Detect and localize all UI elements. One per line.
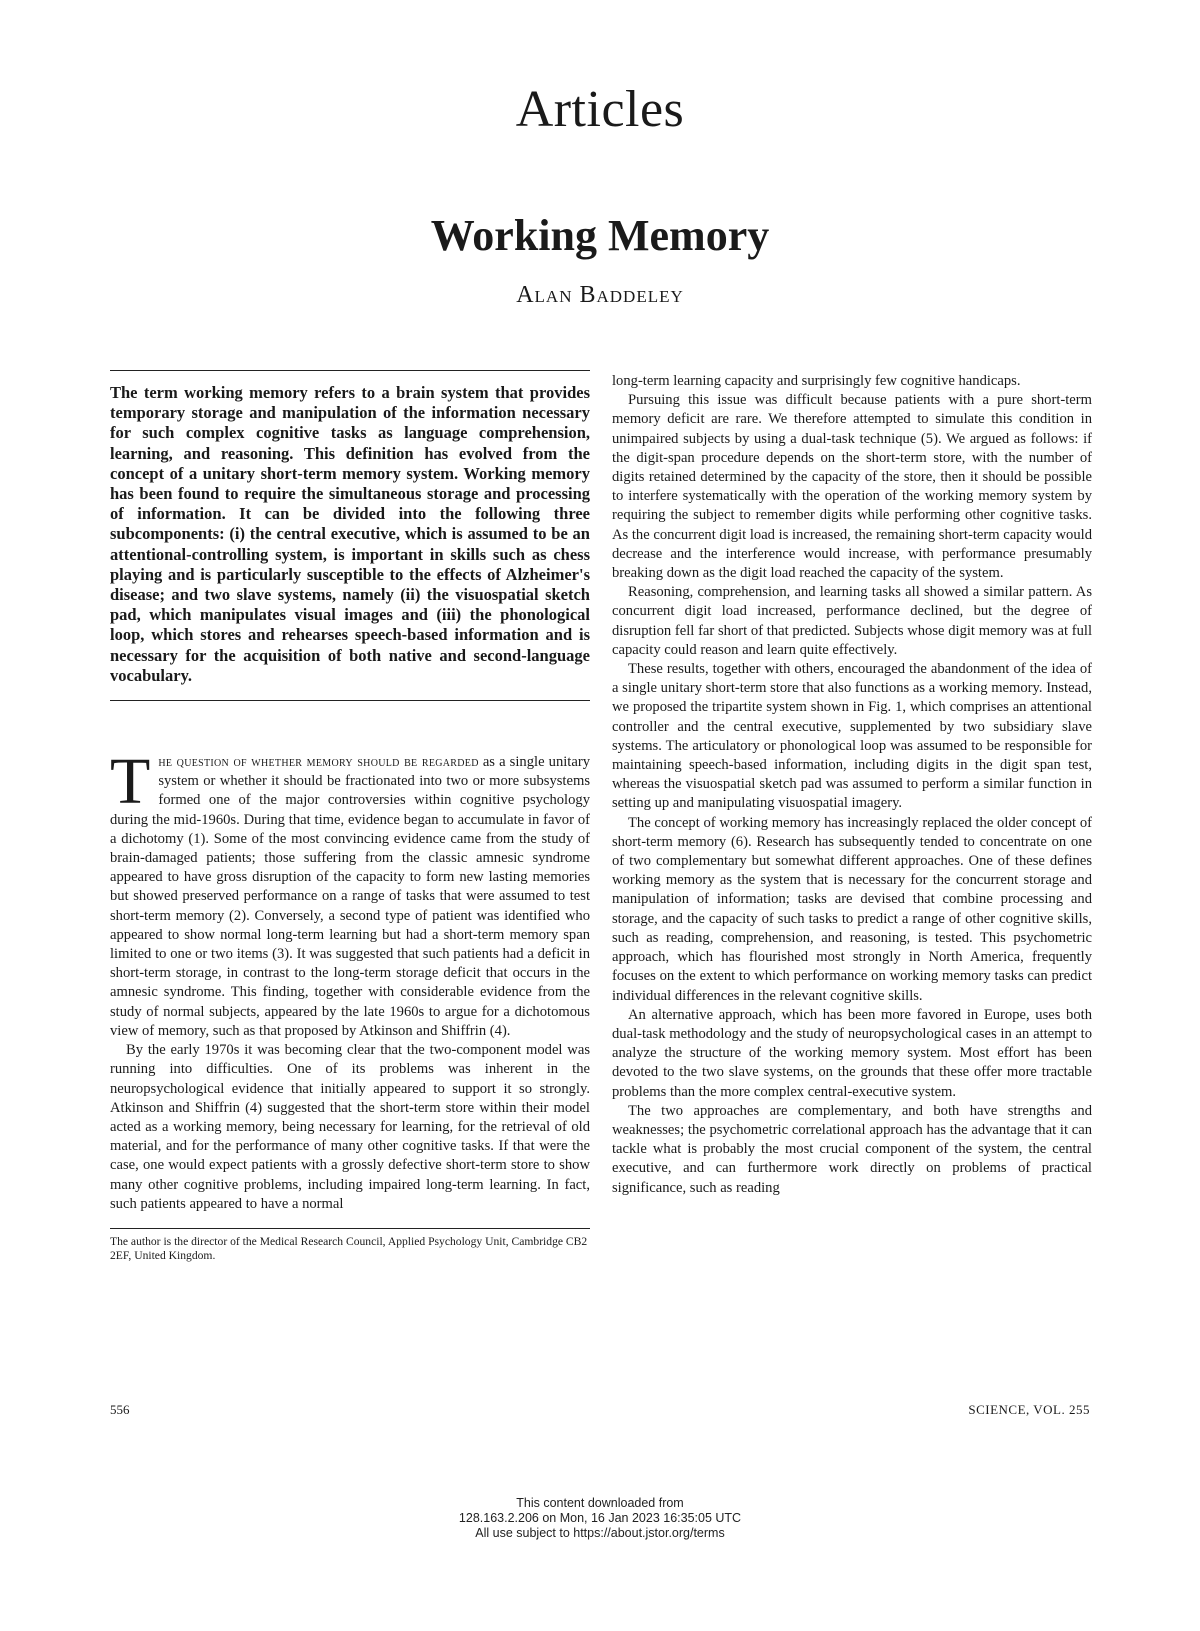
footnote-divider [110, 1228, 590, 1229]
abstract-text: The term working memory refers to a brain system that provides temporary storage and manipulation of the information necessary for such complex cognitive tasks as language comprehension, learning, and reasoning. This definition has evolved from the concept of a unitary short-term memory system. Working memory has been found to require the simultaneous storage and processing of information. It can be divided into the following three subcomponents: (i) the central executive, which is assumed to be an attentional-controlling system, is important in skills such as chess playing and is particularly susceptible to the effects of Alzheimer's disease; and two slave systems, namely (ii) the visuospatial sketch pad, which manipulates visual images and (iii) the phonological loop, which stores and rehearses speech-based information and is necessary for the acquisition of both native and second-language vocabulary. [110, 383, 590, 685]
body-paragraph-1 [110, 745, 590, 1041]
body-paragraph-3: Pursuing this issue was difficult because patients with a pure short-term memory deficit are rare. We therefore attempted to simulate this condition in unimpaired subjects by using a dual-task technique (5). We argued as follows: if the digit-span procedure depends on the short-term store, with the number of digits retained determined by the capacity of the store, then it should be possible to interfere systematically with the operation of the working memory system by requiring the subject to remember digits while performing other cognitive tasks. As the concurrent digit load is increased, the remaining short-term capacity would decrease and the interference would increase, with performance presumably breaking down as the digit load reached the capacity of the system. [612, 392, 1092, 582]
continued-paragraph: long-term learning capacity and surprisingly few cognitive handicaps. [612, 373, 1021, 389]
author-footnote: The author is the director of the Medical Research Council, Applied Psychology Unit, Cambridge CB2 2EF, United Kingdom. [110, 1234, 588, 1262]
abstract-box [110, 370, 590, 701]
drop-cap: T [110, 745, 151, 819]
download-line-1: This content downloaded from [516, 1496, 684, 1510]
author-name: Alan Baddeley [516, 282, 684, 308]
article-title: Working Memory [430, 211, 770, 260]
journal-folio: SCIENCE, VOL. 255 [968, 1402, 1090, 1417]
download-notice [0, 1496, 1200, 1541]
body-paragraph-6: The concept of working memory has increasingly replaced the older concept of short-term memory (6). Research has subsequently tended to concentrate on one of two complementary but somewhat different approaches. One of these defines working memory as the system that is necessary for the concurrent storage and manipulation of information; tasks are devised that combine processing and storage, and the capacity of such tasks to predict a range of other cognitive skills, such as reading, comprehension, and reasoning, is tested. This psychometric approach, which has flourished most strongly in North America, frequently focuses on the extent to which performance on working memory tasks can predict individual differences in the relevant cognitive skills. [612, 814, 1092, 1004]
body-paragraph-2: By the early 1970s it was becoming clear that the two-component model was running into difficulties. One of its problems was inherent in the neuropsychological evidence that initially appeared to support it so strongly. Atkinson and Shiffrin (4) suggested that the short-term store within their model acted as a working memory, being necessary for learning, for the retrieval of old material, and for the performance of many other cognitive tasks. If that were the case, one would expect patients with a grossly defective short-term store to show many other cognitive problems, including impaired long-term learning. In fact, such patients appeared to have a normal [110, 1042, 590, 1212]
download-line-3: All use subject to https://about.jstor.org/terms [475, 1526, 725, 1540]
body-paragraph-5: These results, together with others, encouraged the abandonment of the idea of a single unitary short-term store that also functions as a working memory. Instead, we proposed the tripartite system shown in Fig. 1, which comprises an attentional controller and the central executive, supplemented by two subsidiary slave systems. The articulatory or phonological loop was assumed to be responsible for maintaining speech-based information, including digits in the digit span test, whereas the visuospatial sketch pad was assumed to perform a similar function in setting up and manipulating visuospatial imagery. [612, 661, 1092, 812]
body-paragraph-4: Reasoning, comprehension, and learning tasks all showed a similar pattern. As concurrent digit load increased, performance declined, but the degree of disruption fell far short of that predicted. Subjects whose digit memory was at full capacity could reason and learn quite effectively. [612, 584, 1092, 658]
left-column [110, 370, 590, 1263]
download-line-2: 128.163.2.206 on Mon, 16 Jan 2023 16:35:05 UTC [458, 1511, 742, 1525]
paragraph-1-text: as a single unitary system or whether it should be fractionated into two or more subsystems formed one of the major controversies within cognitive psychology during the mid-1960s. During that time, evidence began to accumulate in favor of a dichotomy (1). Some of the most convincing evidence came from the study of brain-damaged patients; those suffering from the classic amnesic syndrome appeared to have gross disruption of the capacity to form new lasting memories but showed preserved performance on a range of tasks that were assumed to test short-term memory (2). Conversely, a second type of patient was identified who appeared to show normal long-term learning but had a short-term memory span limited to one or two items (3). It was suggested that such patients had a deficit in short-term storage, in contrast to the long-term storage deficit that occurs in the amnesic syndrome. This finding, together with considerable evidence from the study of normal subjects, appeared by the late 1960s to argue for a dichotomous view of memory, such as that proposed by Atkinson and Shiffrin (4). [110, 754, 590, 1039]
lead-in-caps: he question of whether memory should be regarded [158, 754, 479, 771]
section-heading: Articles [515, 81, 685, 138]
right-column [612, 372, 1092, 1198]
body-paragraph-7: An alternative approach, which has been more favored in Europe, uses both dual-task methodology and the study of neuropsychological cases in an attempt to analyze the structure of the working memory system. Most effort has been devoted to the two slave systems, on the grounds that these offer more tractable problems than the more complex central-executive system. [612, 1006, 1092, 1100]
page-number: 556 [110, 1402, 130, 1417]
body-paragraph-8: The two approaches are complementary, and both have strengths and weaknesses; the psychometric correlational approach has the advantage that it can tackle what is probably the most crucial component of the system, the central executive, and can furthermore work directly on problems of practical significance, such as reading [612, 1102, 1092, 1196]
